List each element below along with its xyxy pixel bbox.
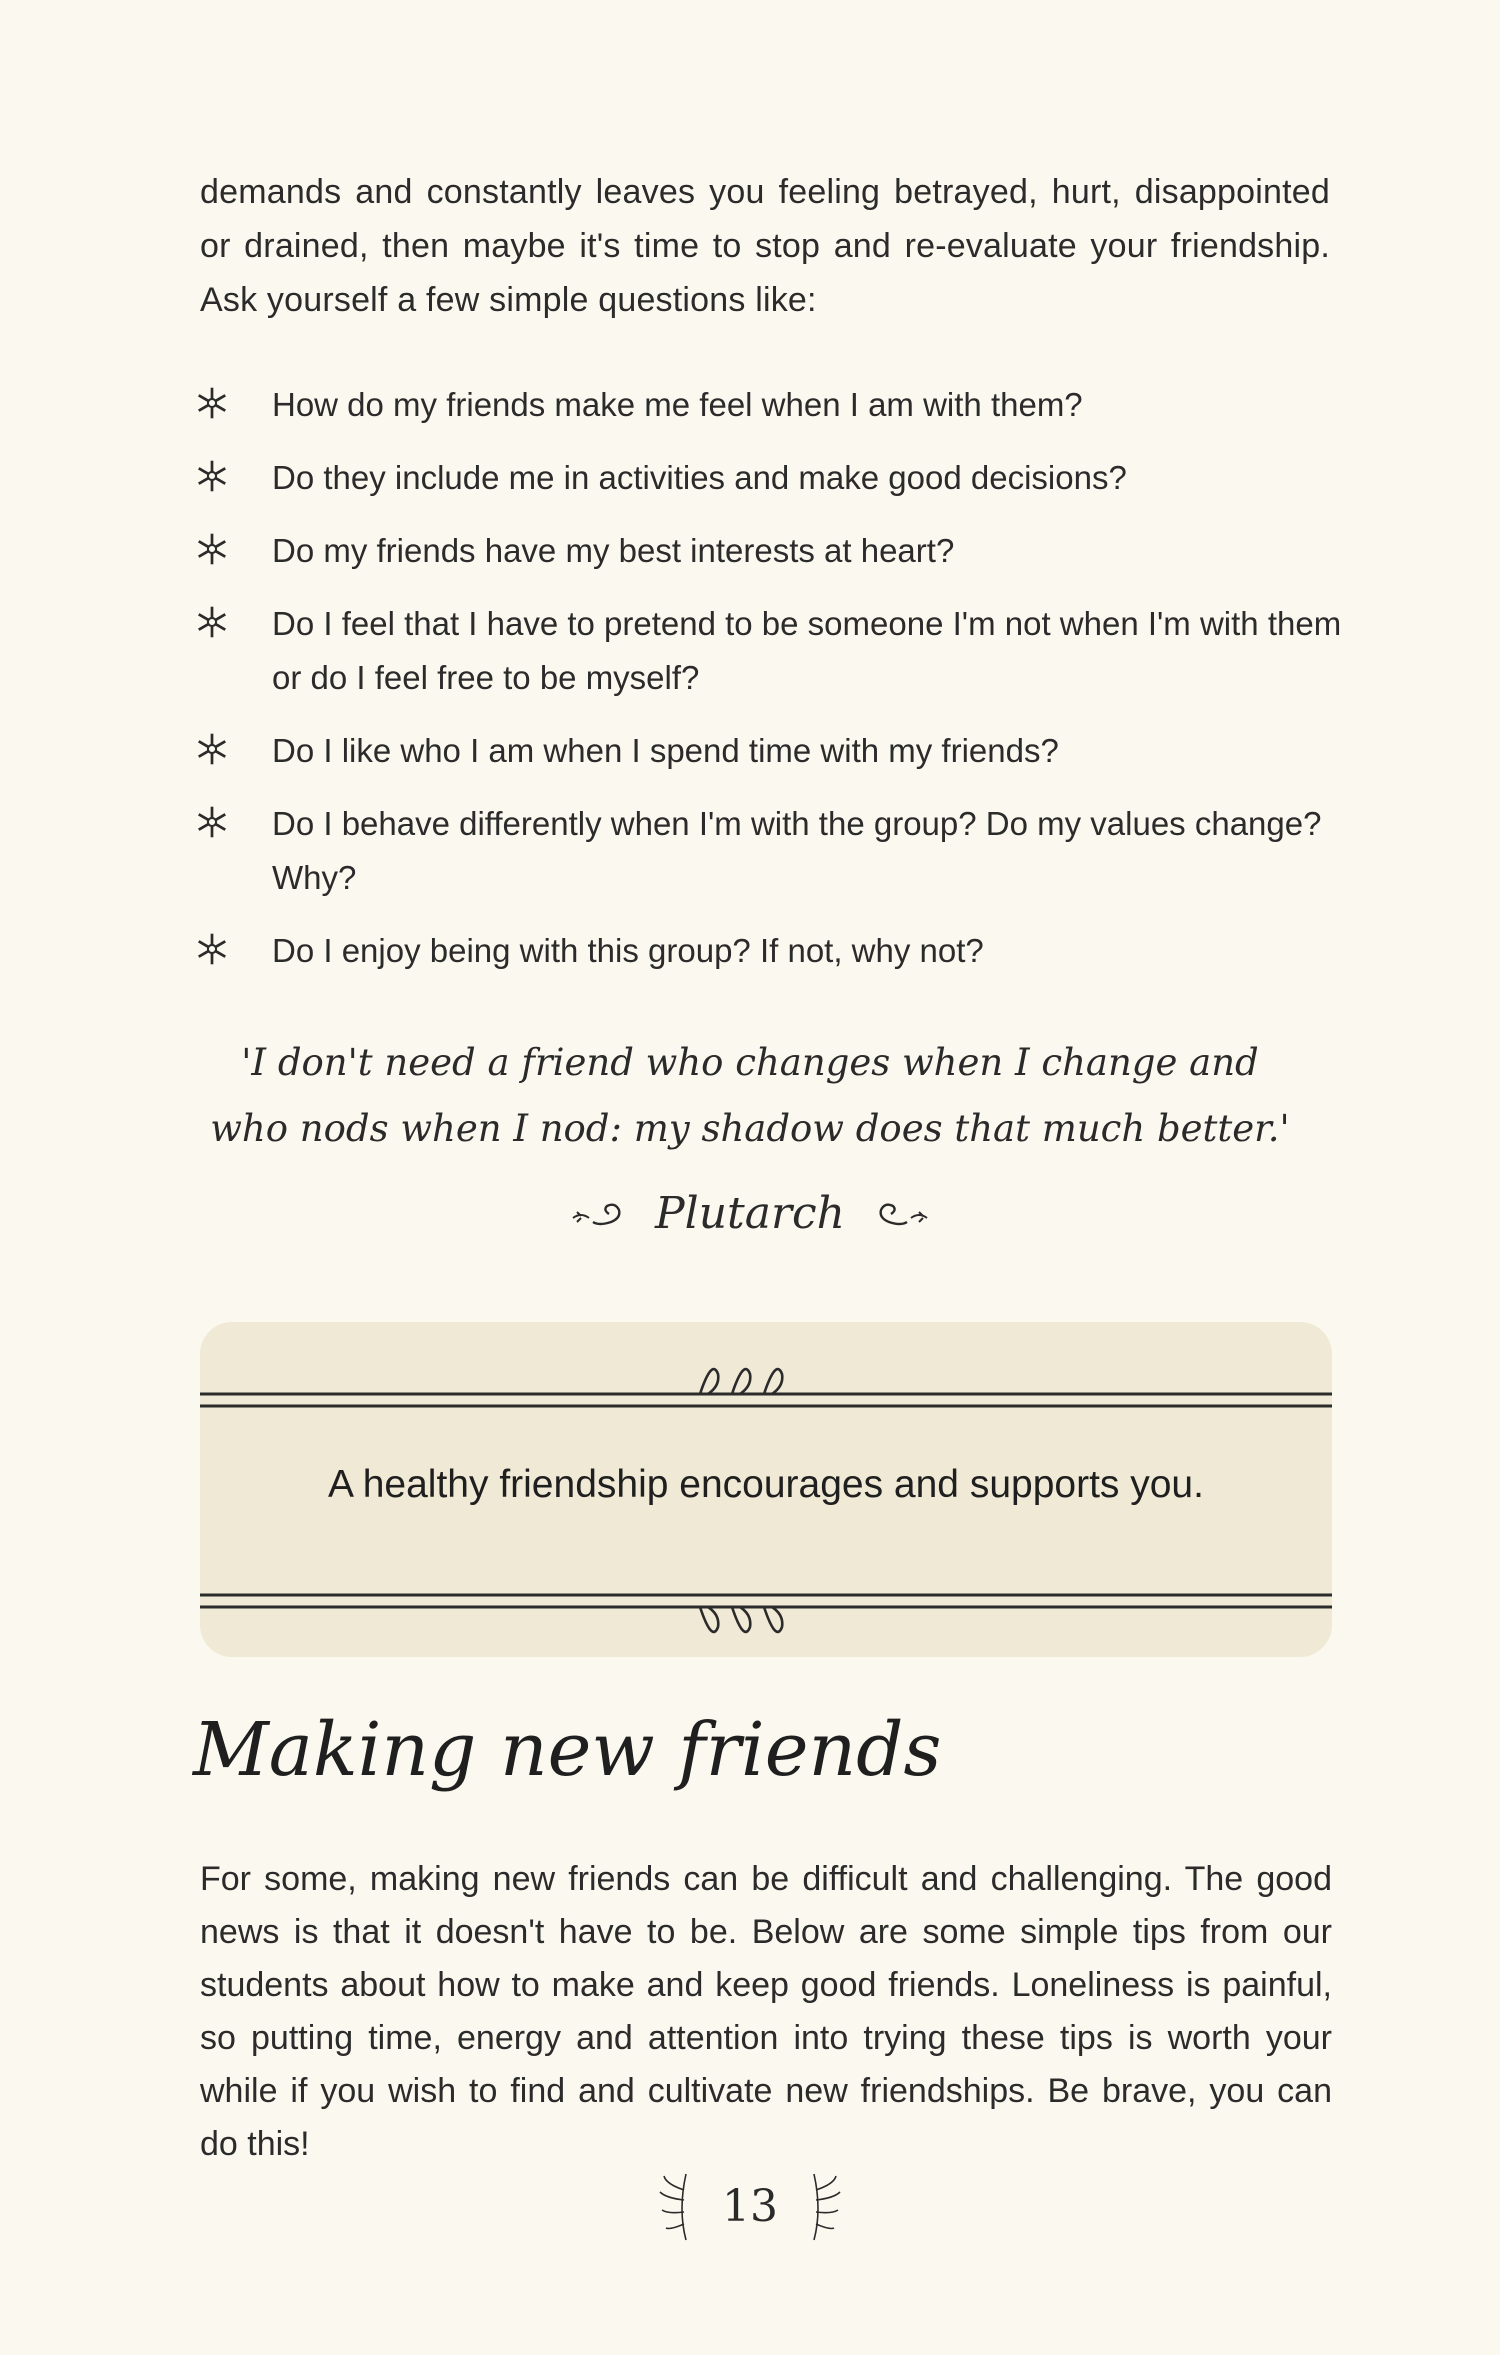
star-bullet-icon	[195, 532, 229, 566]
section-title: Making new friends	[193, 1707, 942, 1793]
sprig-right-icon	[808, 2170, 844, 2242]
quote-line-1: 'I don't need a friend who changes when I change and	[241, 1041, 1259, 1084]
bottom-ornament-rule-icon	[200, 1567, 1332, 1647]
quote-author: Plutarch	[655, 1188, 845, 1239]
question-text: Do my friends have my best interests at heart?	[272, 532, 955, 569]
list-item	[195, 597, 1345, 705]
callout-box	[200, 1322, 1332, 1657]
list-item	[195, 524, 1345, 578]
page-number: 13	[722, 2180, 778, 2232]
section-body: For some, making new friends can be difficult and challenging. The good news is that it doesn't have to be. Below are some simple tips from our students about how to make and keep good friends. Loneliness is painful, so putting time, energy and attention into trying these tips is worth your while if you wish to find and cultivate new friendships. Be brave, you can do this!	[200, 1860, 1332, 2163]
star-bullet-icon	[195, 605, 229, 639]
list-item	[195, 924, 1345, 978]
page-number-footer	[0, 2170, 1500, 2242]
question-text: Do I enjoy being with this group? If not, why not?	[272, 932, 984, 969]
star-bullet-icon	[195, 386, 229, 420]
quote-attribution	[150, 1188, 1350, 1239]
star-bullet-icon	[195, 805, 229, 839]
flourish-left-icon	[569, 1196, 629, 1232]
flourish-right-icon	[871, 1196, 931, 1232]
callout-text: A healthy friendship encourages and supports you.	[328, 1463, 1204, 1506]
sprig-left-icon	[656, 2170, 692, 2242]
top-ornament-rule-icon	[200, 1354, 1332, 1434]
question-text: Do they include me in activities and make good decisions?	[272, 459, 1127, 496]
list-item	[195, 724, 1345, 778]
intro-paragraph: demands and constantly leaves you feeling betrayed, hurt, disappointed or drained, then maybe it's time to stop and re-evaluate your friendship. Ask yourself a few simple questions like:	[200, 173, 1330, 319]
quote-text	[150, 1030, 1350, 1162]
question-list	[195, 378, 1345, 997]
question-text: Do I behave differently when I'm with the group? Do my values change? Why?	[272, 805, 1322, 896]
quote-line-2: who nods when I nod: my shadow does that much better.'	[210, 1107, 1290, 1150]
question-text: Do I feel that I have to pretend to be someone I'm not when I'm with them or do I feel free to be myself?	[272, 605, 1342, 696]
star-bullet-icon	[195, 932, 229, 966]
quote-block	[150, 1030, 1350, 1239]
list-item	[195, 797, 1345, 905]
question-text: Do I like who I am when I spend time with my friends?	[272, 732, 1059, 769]
question-text: How do my friends make me feel when I am with them?	[272, 386, 1083, 423]
star-bullet-icon	[195, 732, 229, 766]
list-item	[195, 451, 1345, 505]
star-bullet-icon	[195, 459, 229, 493]
list-item	[195, 378, 1345, 432]
